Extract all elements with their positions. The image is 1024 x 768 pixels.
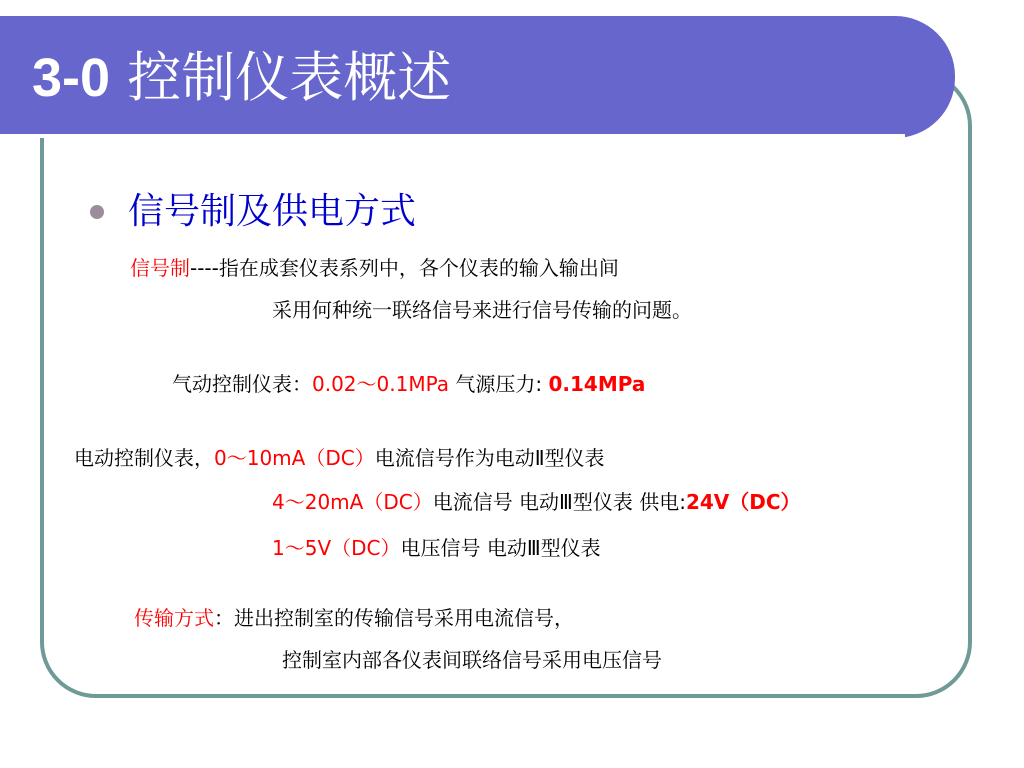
electric-label: 电动控制仪表，	[74, 446, 214, 470]
title-number: 3-0	[32, 48, 111, 108]
electric-2-supply: 24V（DC）	[685, 490, 801, 514]
electric-2-text: 电流信号 电动Ⅲ型仪表 供电:	[432, 490, 686, 514]
pneumatic-range: 0.02～0.1MPa	[312, 372, 450, 396]
transmission-text-1: ：进出控制室的传输信号采用电流信号，	[214, 606, 574, 630]
electric-1-text: 电流信号作为电动Ⅱ型仪表	[374, 446, 605, 470]
signal-definition-text: ----指在成套仪表系列中，各个仪表的输入输出间	[190, 256, 619, 280]
electric-line-3	[272, 534, 601, 562]
signal-label: 信号制	[130, 256, 190, 280]
transmission-line-2: 控制室内部各仪表间联络信号采用电压信号	[282, 648, 662, 672]
title-rule	[0, 134, 905, 138]
electric-line-1	[74, 444, 605, 472]
title-text: 控制仪表概述	[110, 46, 452, 109]
transmission-label: 传输方式	[134, 606, 214, 630]
electric-line-2	[272, 488, 801, 516]
pneumatic-label: 气动控制仪表：	[172, 372, 312, 396]
bullet-icon	[90, 205, 104, 219]
signal-definition-line-2: 采用何种统一联络信号来进行信号传输的问题。	[272, 298, 692, 322]
pneumatic-line	[172, 370, 645, 398]
slide-title	[32, 46, 451, 110]
air-source-value: 0.14MPa	[548, 372, 646, 396]
transmission-line-1	[134, 604, 574, 632]
signal-definition-line-1	[130, 254, 619, 282]
electric-3-text: 电压信号 电动Ⅲ型仪表	[400, 536, 601, 560]
electric-2-range: 4～20mA（DC）	[272, 490, 433, 514]
electric-3-range: 1～5V（DC）	[272, 536, 401, 560]
air-source-label: 气源压力:	[449, 372, 549, 396]
electric-1-range: 0～10mA（DC）	[214, 446, 375, 470]
section-heading: 信号制及供电方式	[128, 191, 417, 232]
